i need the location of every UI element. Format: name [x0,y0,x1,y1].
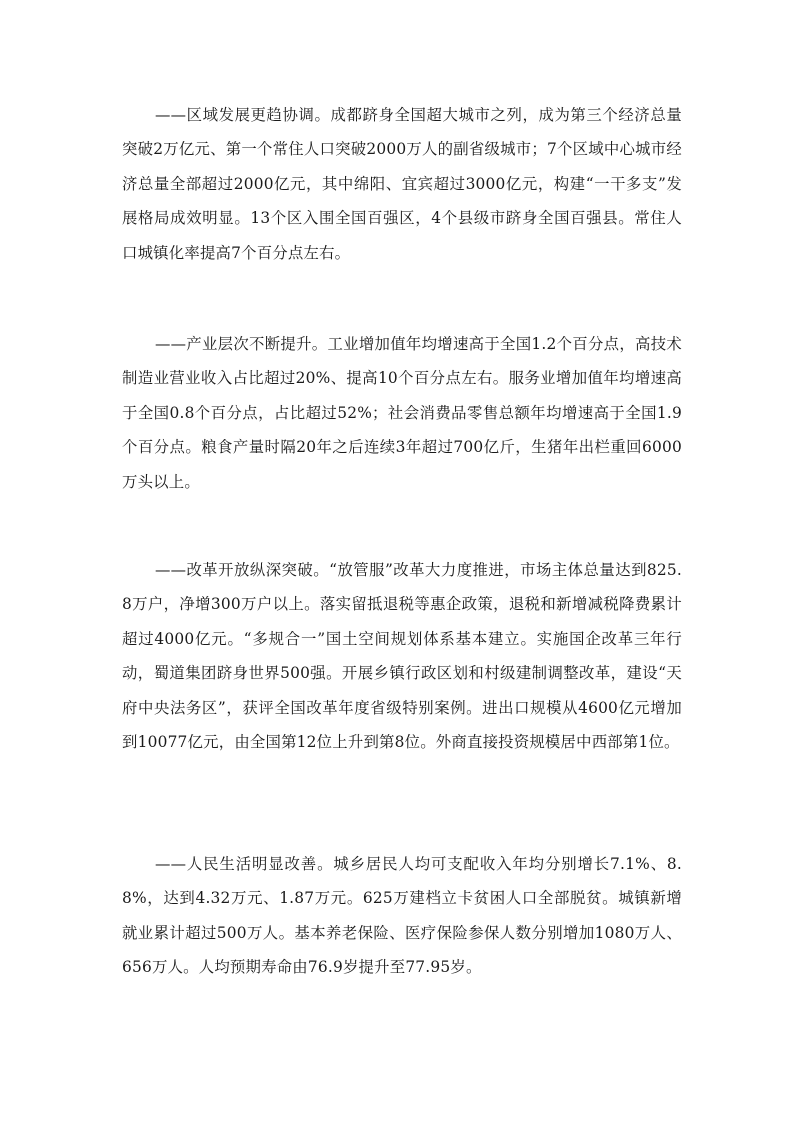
paragraph-living-standards: ——人民生活明显改善。城乡居民人均可支配收入年均分别增长7.1%、8.8%，达到4.32万元、1.87万元。625万建档立卡贫困人口全部脱贫。城镇新增就业累计超过500万人。基本养老保险、医疗保险参保人数分别增加1080万人、656万人。人均预期寿命由76.9岁提升至77.95岁。 [122,855,682,977]
paragraph-industrial-upgrade: ——产业层次不断提升。工业增加值年均增速高于全国1.2个百分点，高技术制造业营业收入占比超过20%、提高10个百分点左右。服务业增加值年均增速高于全国0.8个百分点，占比超过52%；社会消费品零售总额年均增速高于全国1.9个百分点。粮食产量时隔20年之后连续3年超过700亿斤，生猪年出栏重回6000万头以上。 [122,335,682,491]
paragraph-regional-development: ——区域发展更趋协调。成都跻身全国超大城市之列，成为第三个经济总量突破2万亿元、第一个常住人口突破2000万人的副省级城市；7个区域中心城市经济总量全部超过2000亿元，其中绵阳、宜宾超过3000亿元，构建“一干多支”发展格局成效明显。13个区入围全国百强区，4个县级市跻身全国百强县。常住人口城镇化率提高7个百分点左右。 [122,106,682,262]
paragraph-reform-opening: ——改革开放纵深突破。“放管服”改革大力度推进，市场主体总量达到825.8万户，净增300万户以上。落实留抵退税等惠企政策，退税和新增减税降费累计超过4000亿元。“多规合一”国土空间规划体系基本建立。实施国企改革三年行动，蜀道集团跻身世界500强。开展乡镇行政区划和村级建制调整改革，建设“天府中央法务区”，获评全国改革年度省级特别案例。进出口规模从4600亿元增加到10077亿元，由全国第12位上升到第8位。外商直接投资规模居中西部第1位。 [122,561,682,752]
